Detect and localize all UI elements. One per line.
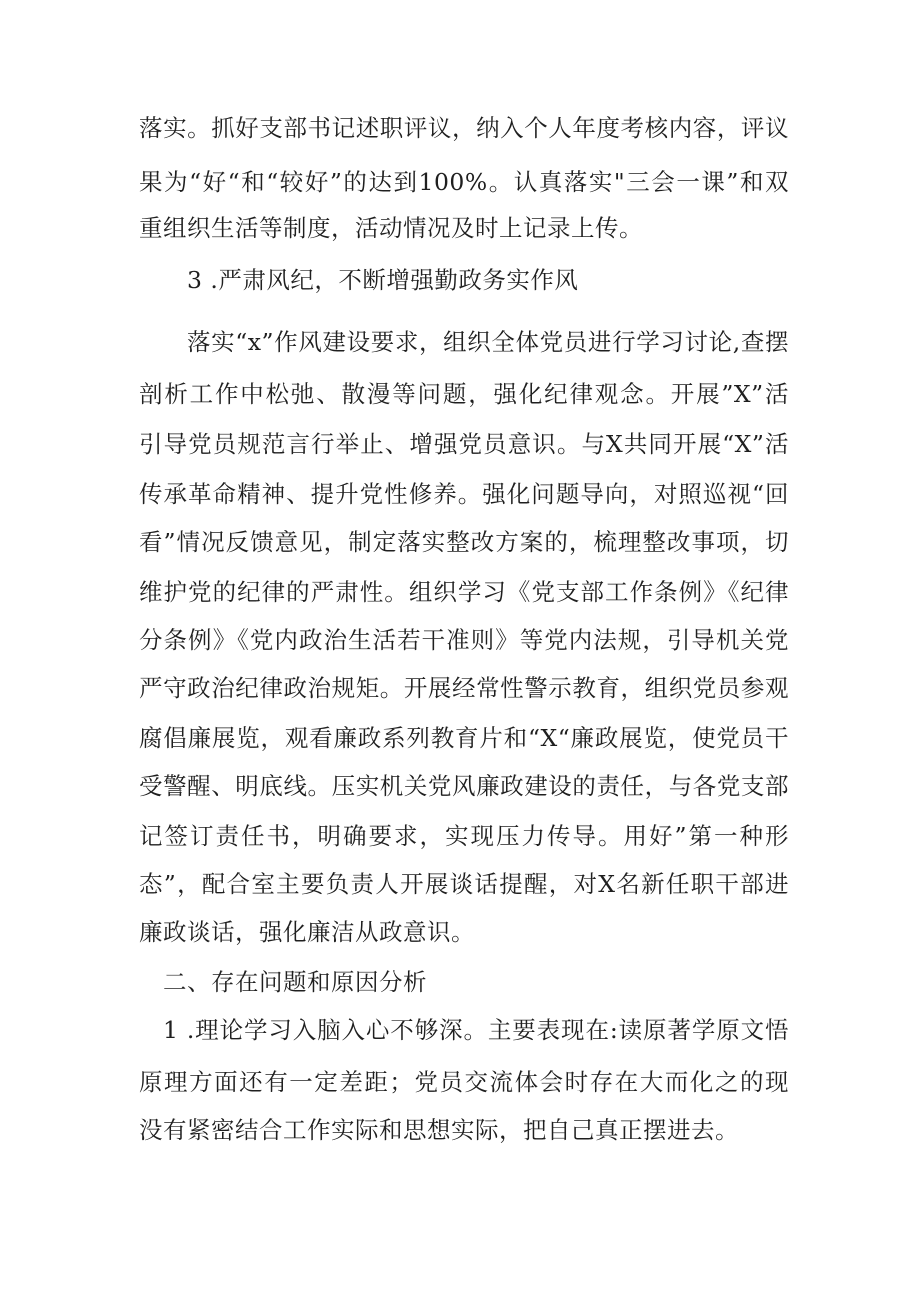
text-line: 维护党的纪律的严肃性。组织学习《党支部工作条例》《纪律 <box>139 578 789 606</box>
text-line: 1 .理论学习入脑入心不够深。主要表现在:读原著学原文悟 <box>163 1016 789 1044</box>
text-line: 廉政谈话，强化廉洁从政意识。 <box>139 918 475 946</box>
text-line: 分条例》《党内政治生活若干准则》等党内法规，引导机关党 <box>139 626 789 654</box>
text-line: 落实。抓好支部书记述职评议，纳入个人年度考核内容，评议 <box>139 114 789 142</box>
text-line: 看”情况反馈意见，制定落实整改方案的，梳理整改事项，切 <box>139 528 789 556</box>
text-line: 果为“好“和“较好”的达到100%。认真落实"三会一课”和双 <box>139 168 789 196</box>
text-line: 落实“x”作风建设要求，组织全体党员进行学习讨论,查摆 <box>187 328 789 356</box>
text-line: 引导党员规范言行举止、增强党员意识。与X共同开展“X”活 <box>139 430 789 458</box>
text-line: 剖析工作中松弛、散漫等问题，强化纪律观念。开展”X”活 <box>139 380 789 408</box>
text-line: 记签订责任书，明确要求，实现压力传导。用好”第一种形 <box>139 822 789 850</box>
text-line: 重组织生活等制度，活动情况及时上记录上传。 <box>139 214 643 242</box>
text-line: 原理方面还有一定差距；党员交流体会时存在大而化之的现 <box>139 1068 789 1096</box>
text-line: 受警醒、明底线。压实机关党风廉政建设的责任，与各党支部 <box>139 772 789 800</box>
text-line: 腐倡廉展览，观看廉政系列教育片和“X“廉政展览，使党员干 <box>139 724 789 752</box>
text-line: 态”，配合室主要负责人开展谈话提醒，对X名新任职干部进 <box>139 870 789 898</box>
section-heading: 二、存在问题和原因分析 <box>163 968 427 996</box>
text-line: 没有紧密结合工作实际和思想实际，把自己真正摆进去。 <box>139 1116 739 1144</box>
text-line: 严守政治纪律政治规矩。开展经常性警示教育，组织党员参观 <box>139 674 789 702</box>
section-heading: 3 .严肃风纪，不断增强勤政务实作风 <box>187 266 579 294</box>
text-line: 传承革命精神、提升党性修养。强化问题导向，对照巡视“回 <box>139 480 789 508</box>
